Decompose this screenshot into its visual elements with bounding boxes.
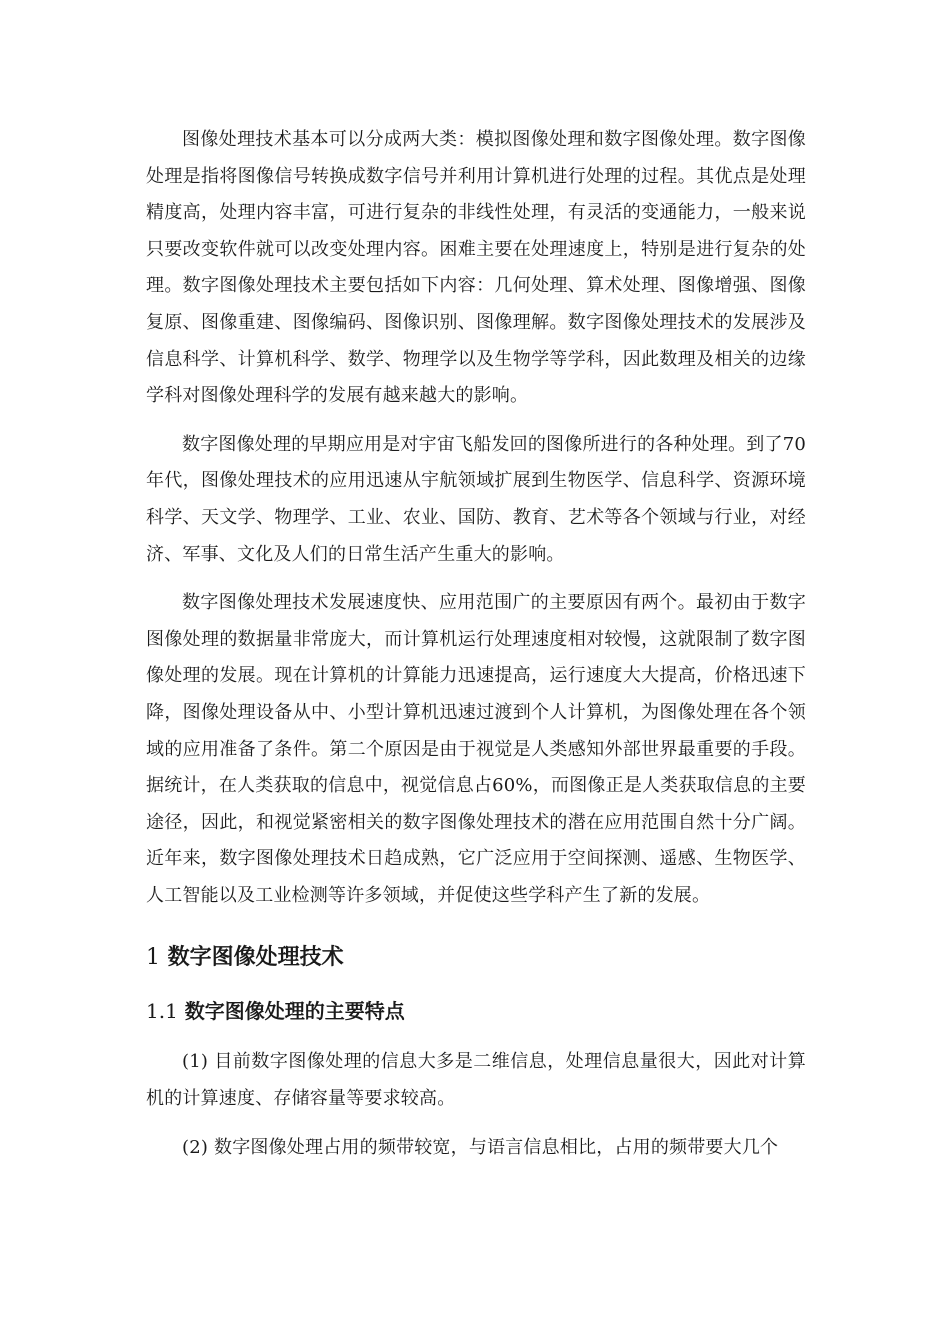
section-heading-1-1 [146,994,806,1028]
paragraph-feature-1: (1) 目前数字图像处理的信息大多是二维信息，处理信息量很大，因此对计算机的计算速度、存储容量等要求较高。 [146,1051,806,1110]
document-body [146,122,806,1178]
section-heading-1 [146,940,806,976]
paragraph-image-processing-categories: 图像处理技术基本可以分成两大类：模拟图像处理和数字图像处理。数字图像处理是指将图像信号转换成数字信号并利用计算机进行处理的过程。其优点是处理精度高，处理内容丰富，可进行复杂的非线性处理，有灵活的变通能力，一般来说只要改变软件就可以改变处理内容。困难主要在处理速度上，特别是进行复杂的处理。数字图像处理技术主要包括如下内容：几何处理、算术处理、图像增强、图像复原、图像重建、图像编码、图像识别、图像理解。数字图像处理技术的发展涉及信息科学、计算机科学、数学、物理学以及生物学等学科，因此数理及相关的边缘学科对图像处理科学的发展有越来越大的影响。 [146,129,806,407]
section-number: 1 [146,945,160,971]
paragraph-development-reasons: 数字图像处理技术发展速度快、应用范围广的主要原因有两个。最初由于数字图像处理的数据量非常庞大，而计算机运行处理速度相对较慢，这就限制了数字图像处理的发展。现在计算机的计算能力迅速提高，运行速度大大提高，价格迅速下降，图像处理设备从中、小型计算机迅速过渡到个人计算机，为图像处理在各个领域的应用准备了条件。第二个原因是由于视觉是人类感知外部世界最重要的手段。据统计，在人类获取的信息中，视觉信息占60%，而图像正是人类获取信息的主要途径，因此，和视觉紧密相关的数字图像处理技术的潜在应用范围自然十分广阔。近年来，数字图像处理技术日趋成熟，它广泛应用于空间探测、遥感、生物医学、人工智能以及工业检测等许多领域，并促使这些学科产生了新的发展。 [146,592,806,906]
subsection-title: 数字图像处理的主要特点 [184,999,405,1024]
paragraph-feature-2: (2) 数字图像处理占用的频带较宽，与语言信息相比，占用的频带要大几个 [182,1136,779,1158]
section-title: 数字图像处理技术 [167,945,344,971]
subsection-number: 1.1 [146,999,178,1024]
paragraph-early-applications: 数字图像处理的早期应用是对宇宙飞船发回的图像所进行的各种处理。到了70年代，图像处理技术的应用迅速从宇航领域扩展到生物医学、信息科学、资源环境科学、天文学、物理学、工业、农业、国防、教育、艺术等各个领域与行业，对经济、军事、文化及人们的日常生活产生重大的影响。 [146,433,806,565]
